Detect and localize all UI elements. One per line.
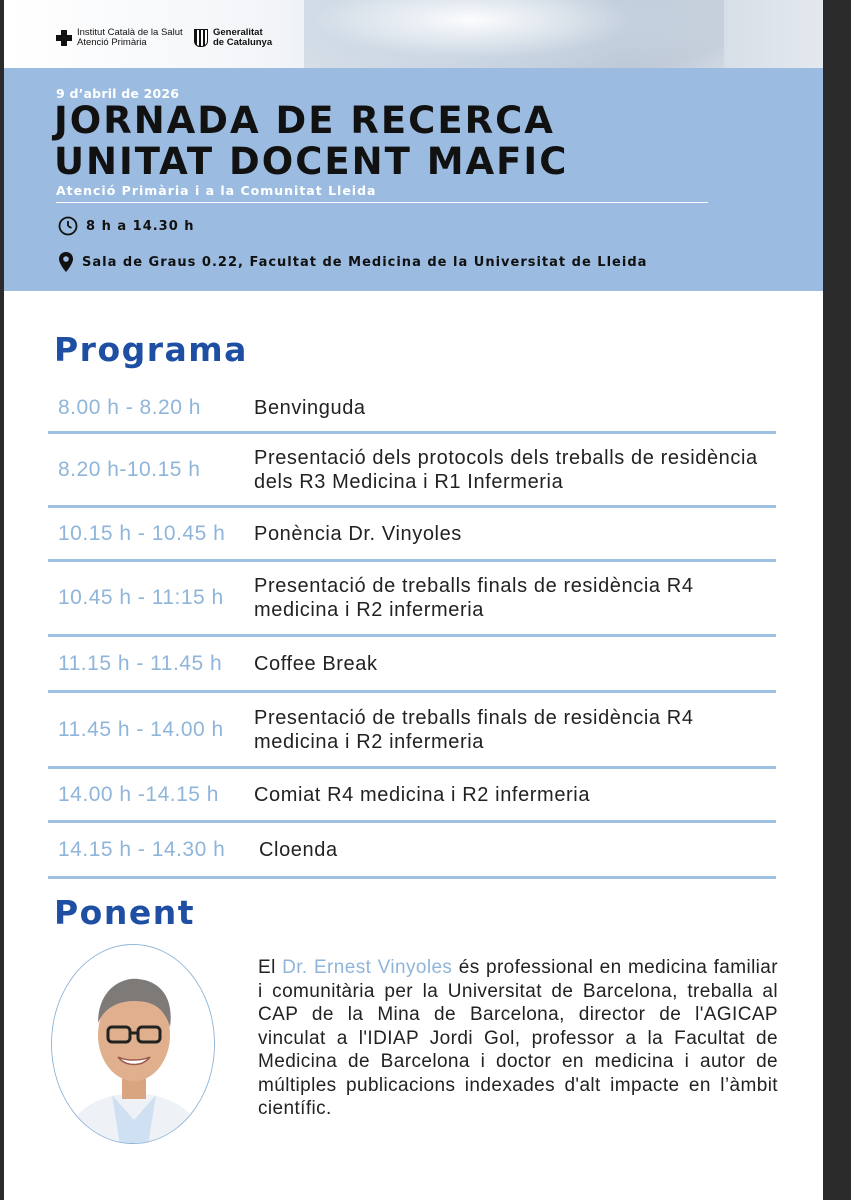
schedule-row [48,384,776,434]
schedule-row [48,434,776,508]
schedule-time: 8.20 h-10.15 h [58,457,201,481]
schedule-description: Comiat R4 medicina i R2 infermeria [254,783,591,806]
schedule-description: Presentació de treballs finals de residència R4 medicina i R2 infermeria [254,706,694,753]
header-strip [4,0,823,68]
event-title [54,100,568,182]
schedule-description: Presentació dels protocols dels treballs de residència dels R3 Medicina i R1 Infermeria [254,446,758,493]
schedule-time: 10.15 h - 10.45 h [58,521,226,545]
event-time [58,216,195,236]
event-title-line2: UNITAT DOCENT MAFIC [54,140,569,183]
event-location-text: Sala de Graus 0.22, Facultat de Medicina de la Universitat de Lleida [82,254,648,270]
schedule-description: Ponència Dr. Vinyoles [254,522,462,545]
speaker-name: Dr. Ernest Vinyoles [282,957,453,978]
event-time-text: 8 h a 14.30 h [86,218,195,234]
ics-logo-line1: Institut Català de la Salut [77,27,183,38]
schedule-time: 10.45 h - 11:15 h [58,586,224,609]
shield-icon [194,29,208,47]
bio-text: és professional en medicina familiar i comunitària per la Universitat de Barcelona, treballa al CAP de la Mina de Barcelona, director de l'AGICAP vinculat a l'IDIAP Jordi Gol, professor a la Facultat de Medicina de Barcelona i doctor en medicina i autor de múltiples publicacions indexades d'alt impacte en l’àmbit científic. [258,957,779,1119]
event-subtitle: Atenció Primària i a la Comunitat Lleida [56,183,377,198]
hero-divider [56,202,708,203]
speaker-portrait-icon [52,945,215,1144]
schedule-row [48,562,776,637]
bio-prefix: El [258,957,283,978]
schedule-time: 14.00 h -14.15 h [58,782,219,806]
schedule-time: 11.45 h - 14.00 h [58,717,224,741]
poster-page [4,0,823,1200]
event-location [58,251,647,273]
schedule-row [48,637,776,693]
location-pin-icon [58,251,74,273]
schedule-row [48,508,776,562]
program-heading: Programa [54,330,248,369]
schedule-description: Benvinguda [254,396,366,419]
ics-logo [56,28,183,48]
schedule-row [48,769,776,823]
program-schedule [48,384,776,879]
schedule-description: Presentació de treballs finals de residència R4 medicina i R2 infermeria [254,575,694,621]
schedule-row [48,823,776,879]
speaker-heading: Ponent [54,893,195,932]
clock-icon [58,216,78,236]
schedule-row [48,693,776,769]
speaker-bio [258,956,778,1121]
gen-logo-line2: de Catalunya [213,37,273,48]
generalitat-logo [194,28,272,48]
hero-banner [4,68,823,291]
speaker-photo [51,944,215,1144]
schedule-time: 14.15 h - 14.30 h [58,837,226,861]
gen-logo-line1: Generalitat [213,27,263,38]
event-title-line1: JORNADA DE RECERCA [54,99,555,142]
ics-logo-line2: Atenció Primària [77,37,147,48]
schedule-description: Coffee Break [254,652,378,675]
event-date: 9 d’abril de 2026 [56,86,180,101]
schedule-time: 8.00 h - 8.20 h [58,395,201,419]
schedule-time: 11.15 h - 11.45 h [58,651,223,675]
cross-icon [56,30,72,46]
schedule-description: Cloenda [259,838,338,861]
